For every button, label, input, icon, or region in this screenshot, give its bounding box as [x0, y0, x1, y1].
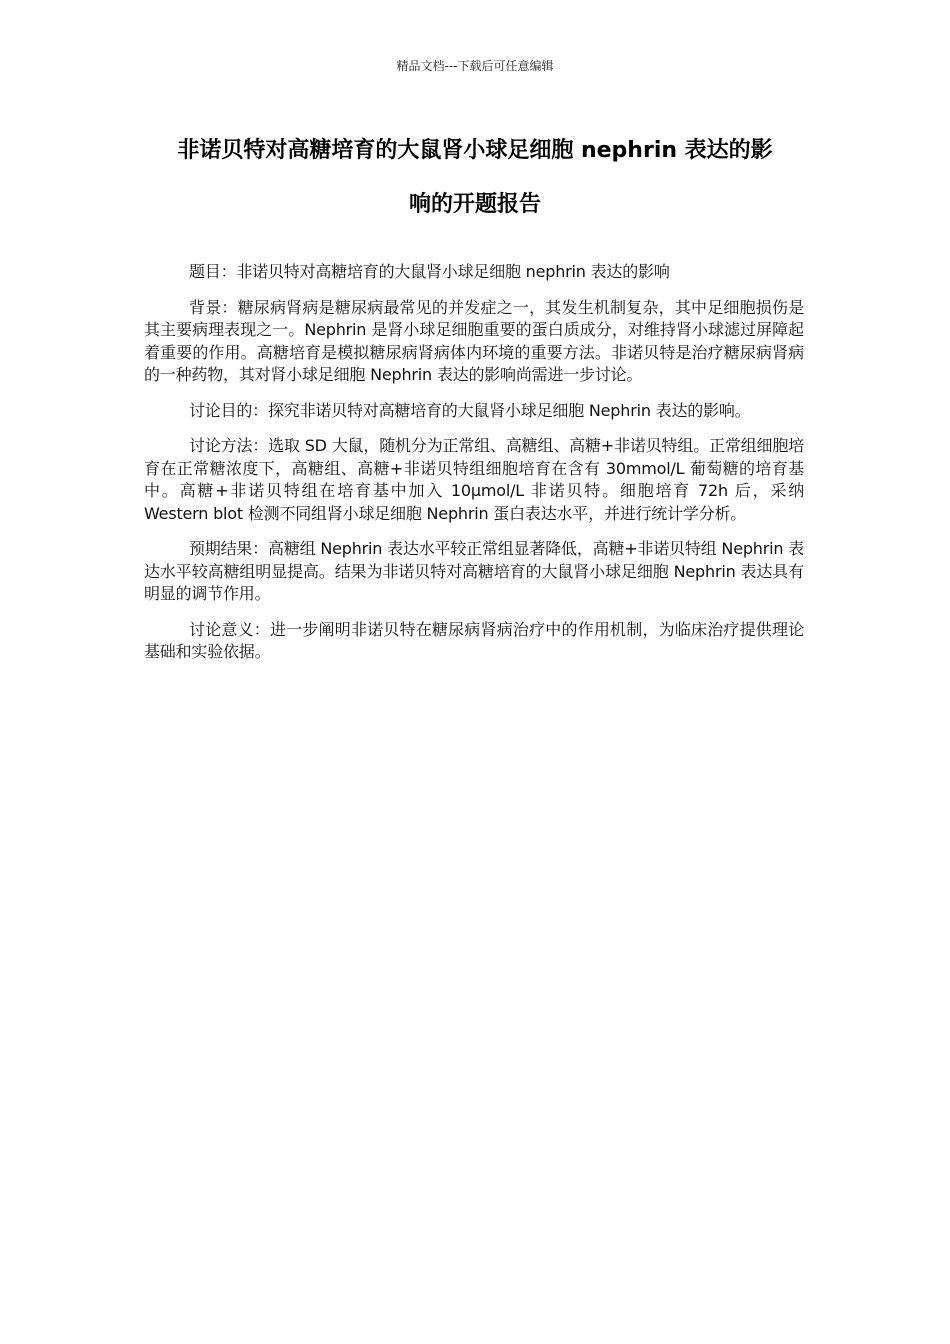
title-line-2: 响的开题报告	[408, 192, 541, 217]
document-title	[140, 133, 810, 223]
topic-paragraph: 题目：非诺贝特对高糖培育的大鼠肾小球足细胞 nephrin 表达的影响	[189, 262, 670, 281]
background-paragraph: 背景：糖尿病肾病是糖尿病最常见的并发症之一，其发生机制复杂，其中足细胞损伤是其主要病理表现之一。Nephrin 是肾小球足细胞重要的蛋白质成分，对维持肾小球滤过屏障起着重要的作用。高糖培育是模拟糖尿病肾病体内环境的重要方法。非诺贝特是治疗糖尿病肾病的一种药物，其对肾小球足细胞 Nephrin 表达的影响尚需进一步讨论。	[144, 297, 804, 384]
significance-paragraph: 讨论意义：进一步阐明非诺贝特在糖尿病肾病治疗中的作用机制，为临床治疗提供理论基础和实验依据。	[144, 619, 804, 661]
expected-results-paragraph: 预期结果：高糖组 Nephrin 表达水平较正常组显著降低，高糖+非诺贝特组 Nephrin 表达水平较高糖组明显提高。结果为非诺贝特对高糖培育的大鼠肾小球足细胞 Nephrin 表达具有明显的调节作用。	[144, 539, 804, 603]
header-note: 精品文档---下载后可任意编辑	[396, 59, 554, 73]
objective-paragraph: 讨论目的：探究非诺贝特对高糖培育的大鼠肾小球足细胞 Nephrin 表达的影响。	[189, 400, 751, 420]
methods-paragraph: 讨论方法：选取 SD 大鼠，随机分为正常组、高糖组、高糖+非诺贝特组。正常组细胞培育在正常糖浓度下，高糖组、高糖+非诺贝特组细胞培育在含有 30mmol/L 葡萄糖的培育基中。高糖+非诺贝特组在培育基中加入 10μmol/L 非诺贝特。细胞培育 72h 后，采纳 Western blot 检测不同组肾小球足细胞 Nephrin 蛋白表达水平，并进行统计学分析。	[144, 436, 804, 523]
document-body	[144, 261, 804, 677]
title-line-1: 非诺贝特对高糖培育的大鼠肾小球足细胞 nephrin 表达的影	[177, 138, 773, 163]
